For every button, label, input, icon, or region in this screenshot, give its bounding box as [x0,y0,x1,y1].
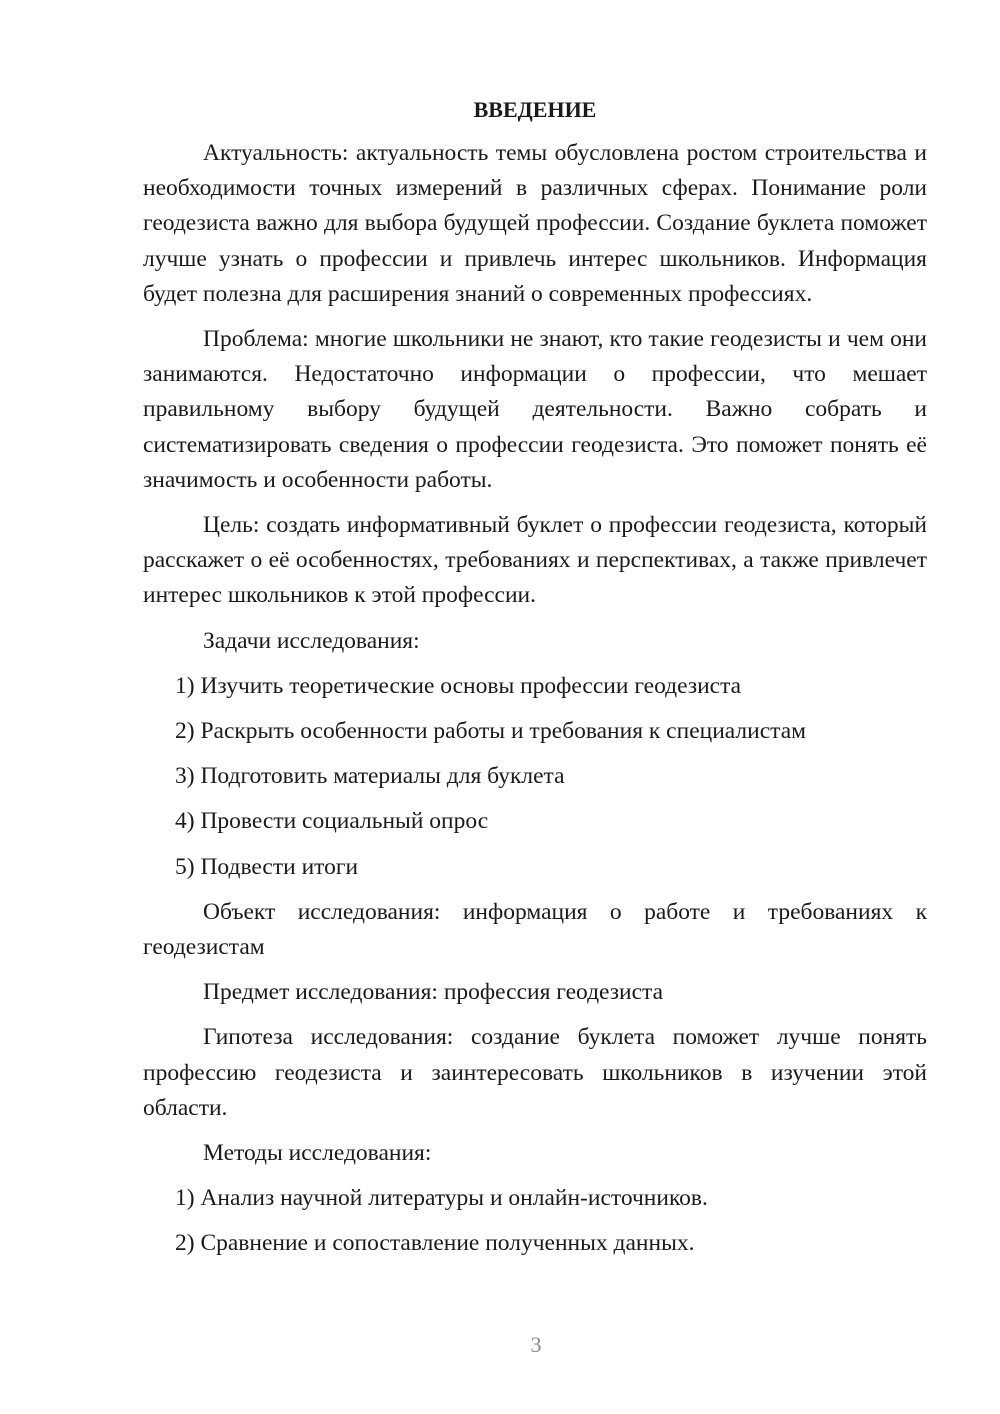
page-title: ВВЕДЕНИЕ [473,97,597,122]
document-body [143,92,927,1272]
task-item-2: 2) Раскрыть особенности работы и требования к специалистам [175,718,807,745]
relevance-paragraph: Актуальность: актуальность темы обусловлена ростом строительства и необходимости точных измерений в различных сферах. Понимание роли геодезиста важно для выбора будущей профессии. Создание буклета поможет лучше узнать о профессии и привлечь интерес школьников. Информация будет полезна для расширения знаний о современных профессиях. [143,140,927,307]
goal-paragraph: Цель: создать информативный буклет о профессии геодезиста, который расскажет о её особенностях, требованиях и перспективах, а также привлечет интерес школьников к этой профессии. [143,512,927,609]
task-item-4: 4) Провести социальный опрос [175,808,489,835]
object-paragraph: Объект исследования: информация о работе и требованиях к геодезистам [143,898,927,961]
task-item-1: 1) Изучить теоретические основы профессии геодезиста [175,672,742,699]
methods-title: Методы исследования: [203,1140,432,1167]
task-item-5: 5) Подвести итоги [175,853,359,880]
method-item-1: 1) Анализ научной литературы и онлайн-источников. [175,1185,708,1212]
problem-paragraph: Проблема: многие школьники не знают, кто такие геодезисты и чем они занимаются. Недостаточно информации о профессии, что мешает правильному выбору будущей деятельности. Важно собрать и систематизировать сведения о профессии геодезиста. Это поможет понять её значимость и особенности работы. [143,326,927,493]
hypothesis-paragraph: Гипотеза исследования: создание буклета поможет лучше понять профессию геодезиста и заинтересовать школьников в изучении этой области. [143,1024,927,1121]
task-item-3: 3) Подготовить материалы для буклета [175,763,565,790]
method-item-2: 2) Сравнение и сопоставление полученных данных. [175,1230,695,1257]
subject-paragraph: Предмет исследования: профессия геодезиста [203,979,664,1006]
tasks-title: Задачи исследования: [203,627,420,654]
page-number: 3 [530,1332,542,1357]
